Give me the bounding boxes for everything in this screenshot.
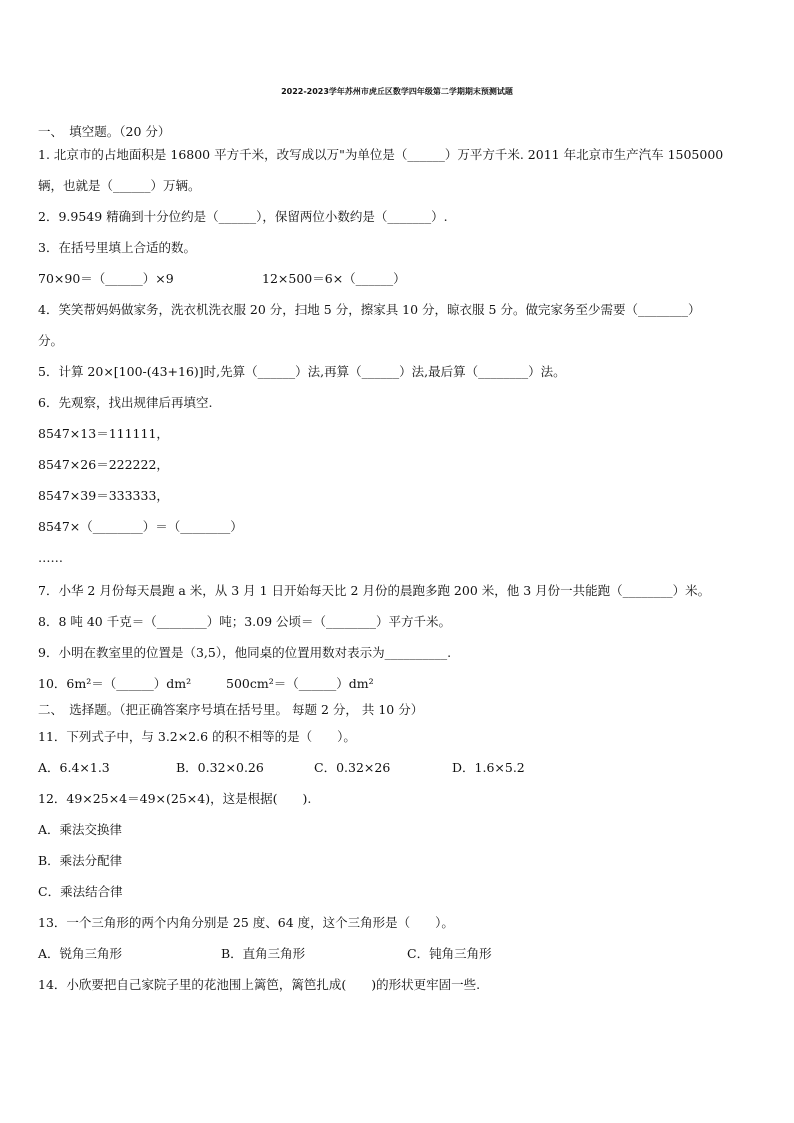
- question-6-row-4: 8547×（________）＝（________）: [38, 519, 243, 534]
- question-11-option-b: B．0.32×0.26: [176, 760, 264, 775]
- question-5: 5．计算 20×[100-(43+16)]时,先算（______）法,再算（______）法,最后算（________）法。: [38, 364, 566, 379]
- question-9: 9．小明在教室里的位置是（3,5），他同桌的位置用数对表示为__________.: [38, 645, 452, 660]
- question-7: 7．小华 2 月份每天晨跑 a 米，从 3 月 1 日开始每天比 2 月份的晨跑多跑 200 米，他 3 月份一共能跑（________）米。: [38, 583, 711, 598]
- question-6: 6．先观察，找出规律后再填空.: [38, 395, 213, 410]
- question-6-row-2: 8547×26＝222222，: [38, 457, 169, 472]
- question-11: 11．下列式子中，与 3.2×2.6 的积不相等的是（ ）。: [38, 729, 356, 744]
- section-fill-in-heading: 一、 填空题。（20 分）: [38, 124, 171, 139]
- question-11-option-c: C．0.32×26: [314, 760, 391, 775]
- question-8: 8．8 吨 40 千克＝（________）吨；3.09 公顷＝（________）平方千米。: [38, 614, 452, 629]
- question-1-line-1: 1. 北京市的占地面积是 16800 平方千米，改写成以万"为单位是（______）万平方千米. 2011 年北京市生产汽车 1505000: [38, 147, 724, 162]
- question-6-row-3: 8547×39＝333333，: [38, 488, 169, 503]
- question-6-ellipsis: ……: [38, 550, 63, 565]
- question-11-option-d: D．1.6×5.2: [452, 760, 525, 775]
- question-13: 13．一个三角形的两个内角分别是 25 度、64 度，这个三角形是（ ）。: [38, 915, 454, 930]
- question-12-option-c: C．乘法结合律: [38, 884, 123, 899]
- question-3: 3．在括号里填上合适的数。: [38, 240, 196, 255]
- question-12-option-a: A．乘法交换律: [38, 822, 123, 837]
- question-12: 12．49×25×4＝49×(25×4)，这是根据( ).: [38, 791, 312, 806]
- question-13-option-b: B．直角三角形: [221, 946, 306, 961]
- question-10-part-b: 500cm²＝（______）dm²: [226, 676, 374, 691]
- question-2: 2．9.9549 精确到十分位约是（______），保留两位小数约是（_______）.: [38, 209, 448, 224]
- question-13-option-c: C．钝角三角形: [407, 946, 492, 961]
- question-3-part-b: 12×500＝6×（______）: [262, 271, 406, 286]
- question-6-row-1: 8547×13＝111111，: [38, 426, 169, 441]
- section-choice-heading: 二、 选择题。（把正确答案序号填在括号里。 每题 2 分， 共 10 分）: [38, 702, 424, 717]
- question-4-line-1: 4．笑笑帮妈妈做家务，洗衣机洗衣服 20 分，扫地 5 分，擦家具 10 分，晾衣服 5 分。做完家务至少需要（________）: [38, 302, 701, 317]
- exam-title: 2022-2023学年苏州市虎丘区数学四年级第二学期期末预测试题: [281, 87, 513, 96]
- question-11-option-a: A．6.4×1.3: [38, 760, 110, 775]
- question-1-line-2: 辆，也就是（______）万辆。: [38, 178, 201, 193]
- question-4-line-2: 分。: [38, 333, 64, 348]
- question-14: 14．小欣要把自己家院子里的花池围上篱笆，篱笆扎成( )的形状更牢固一些.: [38, 977, 481, 992]
- question-10-part-a: 10．6m²＝（______）dm²: [38, 676, 192, 691]
- question-12-option-b: B．乘法分配律: [38, 853, 123, 868]
- question-13-option-a: A．锐角三角形: [38, 946, 123, 961]
- question-3-part-a: 70×90＝（______）×9: [38, 271, 174, 286]
